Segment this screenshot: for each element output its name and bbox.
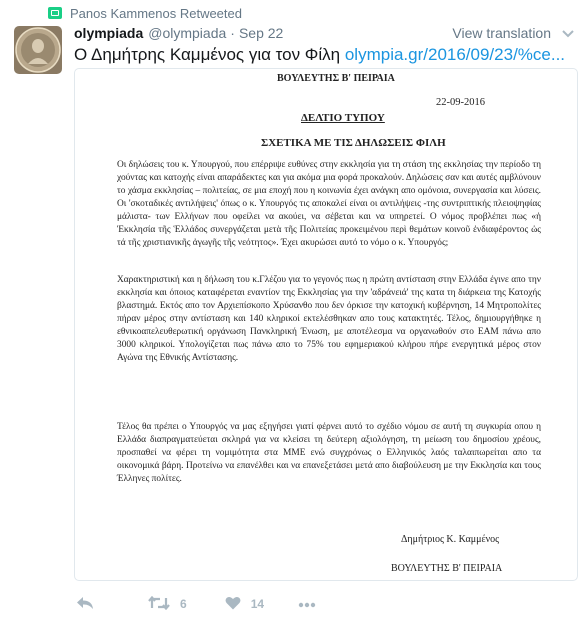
like-count: 14 (250, 597, 265, 611)
document-paragraph: Τέλος θα πρέπει ο Υπουργός να μας εξηγήσει γιατί φέρνει αυτό το σχέδιο νόμου σε αυτή τη συγκυρία οπου η Ελλάδα διαπραγματεύεται σκληρά για να κλείσει τη δεύτερη αξιολόγηση, τη μείωση του δημοσίου χρέους, προσπαθεί να φέρει τη νομιμότητα στα ΜΜΕ ενώ συγχρόνως ο Ελληνικός λαός ταλαιπωρείται απο τα οικονομικά βάρη. Προτείνω να επανέλθει και να επανεξετάσει μετά απο διαβούλευση με την Εκκλησία και τους Έλληνες πολίτες. (117, 422, 541, 484)
tweet-link[interactable]: olympia.gr/2016/09/23/%ce... (344, 45, 566, 64)
attached-image[interactable] (74, 68, 578, 581)
retweet-context (48, 5, 242, 21)
tweet-text (74, 44, 577, 66)
retweet-count: 6 (180, 597, 187, 611)
retweet-badge-icon (48, 7, 62, 19)
tweet-actions (74, 594, 316, 614)
like-button[interactable] (225, 596, 264, 613)
tweet-header (74, 25, 577, 43)
retweet-button[interactable] (148, 596, 187, 613)
document-subheading: ΣΧΕΤΙΚΑ ΜΕ ΤΙΣ ΔΗΛΩΣΕΙΣ ΦΙΛΗ (261, 137, 446, 149)
document-paragraph: Οι δηλώσεις του κ. Υπουργού, που επέρριψε ευθύνες στην εκκλησία για τη στάση της εκκλησίας την περίοδο τη χούντας και κατοχής είναι απαράδεκτες και για ακόμα μια φορά προκαλούν. Δηλώσεις σαν και αυτές αμβλύνουν το χάσμα εκκλησίας – πολιτείας, σε μια εποχή που η κοινωνία έχει ανάγκη απο ομόνοια, συνεργασία και λύσεις. Οι 'σκοταδικές αντιλήψεις' όπως ο κ. Υπουργός τις αποκαλεί είναι οι αντιλήψεις -της συντριπτικής πλειοψηφίας μάλιστα- των Ελλήνων που οφείλει να ακούει, να σέβεται και να υπηρετεί. Ο νόμος προβλέπει πως «ἡ Ἐκκλησία τῆς Ἑλλάδος συνεργάζεται μετὰ τῆς Πολιτείας προκειμένου περὶ θεμάτων κοινοῦ ἐνδιαφέροντος ὡς τά τῆς χριστιανικῆς ἀγωγῆς τῆς νεότητος». Έχει ακυρώσει αυτό το νόμο ο κ. Υπουργός; (117, 160, 541, 248)
document-date: 22-09-2016 (436, 97, 485, 108)
office-header: ΒΟΥΛΕΥΤΗΣ Β' ΠΕΙΡΑΙΑ (277, 73, 395, 84)
more-button[interactable] (298, 597, 316, 611)
retweet-icon (148, 596, 170, 613)
retweeted-by-label[interactable]: Panos Kammenos Retweeted (70, 5, 242, 21)
reply-button[interactable] (76, 596, 94, 613)
signature-name: Δημήτριος Κ. Καμμένος (401, 534, 500, 545)
heart-icon (225, 596, 241, 613)
tweet-body: Ο Δημήτρης Καμμένος για τον Φίλη (74, 45, 341, 64)
view-translation-link[interactable]: View translation (452, 25, 551, 41)
author-handle[interactable]: @olympiada (148, 25, 227, 41)
chevron-down-icon[interactable] (559, 27, 577, 41)
press-release-document (75, 69, 577, 580)
separator-dot: · (230, 25, 235, 41)
tweet-timestamp[interactable]: Sep 22 (238, 25, 284, 41)
reply-icon (76, 596, 94, 613)
document-heading: ΔΕΛΤΙΟ ΤΥΠΟΥ (301, 112, 385, 124)
signature-title: ΒΟΥΛΕΥΤΗΣ Β' ΠΕΙΡΑΙΑ (391, 563, 503, 574)
avatar[interactable] (14, 26, 62, 74)
document-paragraph: Χαρακτηριστική και η δήλωση του κ.Γλέζου για το γεγονός πως η πρώτη αντίσταση στην Ελλάδα έγινε απο την εκκλησία και όποιος καταφέρεται εναντίον της Εκκλησίας για την 'αδράνειά' της κατα τη διάρκεια της Κατοχής βλαστημά. Εκτός απο τον Αρχιεπίσκοπο Χρύσανθο που δεν όρκισε την κατοχική κυβέρνηση, 14 Μητροπολίτες πήραν μέρος στην αντίσταση και 140 κληρικοί εκτελέσθηκαν απο τους κατακτητές. Τέλος, δημιουργήθηκε η εθνικοαπελευθερωτική οργάνωση Πανκληρική Ένωση, με αποτέλεσμα να οργανωθούν στο ΕΑΜ πάνω απο 3000 κληρικοί. Υπολογίζεται πως πάνω απο το 75% του εφημεριακού κλήρου πήρε ενεργητικά μέρος στον Αγώνα της Εθνικής Αντίστασης. (117, 275, 541, 363)
author-name[interactable]: olympiada (74, 25, 144, 41)
more-icon (298, 597, 316, 611)
